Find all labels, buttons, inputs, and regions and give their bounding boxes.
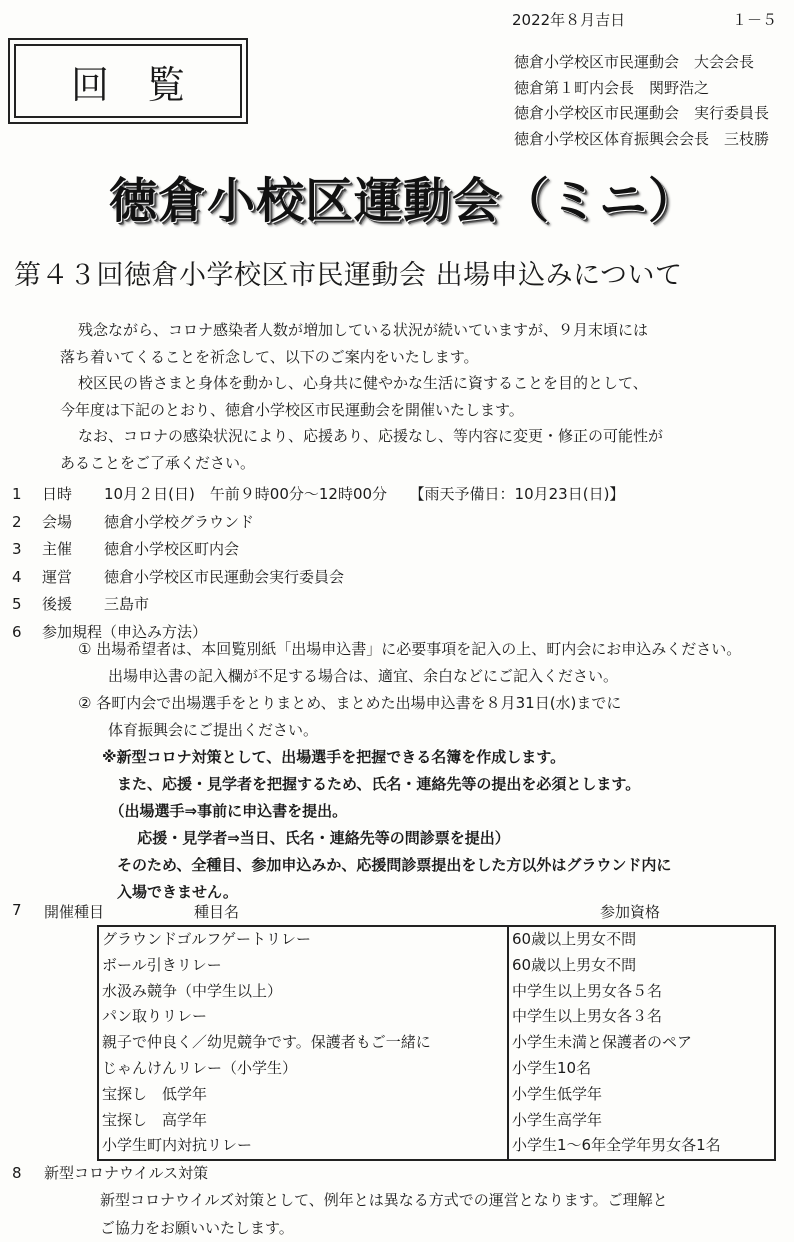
event-qualification-cell: 小学生低学年 — [512, 1084, 603, 1103]
event-qualification-cell: 60歳以上男女不問 — [512, 955, 637, 974]
intro-line: 残念ながら、コロナ感染者人数が増加している状況が続いていますが、９月末頃には — [78, 321, 649, 339]
item-label: 運営 — [42, 567, 73, 586]
covid-note-line: ※新型コロナ対策として、出場選手を把握できる名簿を作成します。 — [102, 748, 566, 766]
event-banner: 徳倉小校区運動会（ミニ） — [108, 173, 697, 229]
intro-text — [60, 317, 790, 476]
table-row — [98, 1030, 775, 1056]
item-number: 5 — [12, 595, 22, 613]
section-8-line: ご協力をお願いいたします。 — [100, 1219, 294, 1237]
table-row — [98, 1056, 775, 1082]
event-qualification-cell: 小学生高学年 — [512, 1110, 603, 1129]
event-name-cell: 宝探し 高学年 — [98, 1108, 508, 1134]
event-qualification-cell: 60歳以上男女不問 — [512, 930, 637, 948]
covid-note-line: また、応援・見学者を把握するため、氏名・連絡先等の提出を必須とします。 — [102, 775, 641, 793]
table-row — [98, 1082, 775, 1108]
covid-note-line: そのため、全種目、参加申込みか、応援問診票提出をした方以外はグラウンド内に — [102, 856, 672, 874]
event-name-cell: パン取りリレー — [98, 1004, 508, 1030]
intro-line: 今年度は下記のとおり、徳倉小学校区市民運動会を開催いたします。 — [60, 400, 524, 419]
application-rules — [78, 636, 741, 906]
event-qualification-cell: 小学生1～6年全学年男女各1名 — [512, 1136, 721, 1155]
item-number: 2 — [12, 512, 22, 531]
rule-line: 体育振興会にご提出ください。 — [78, 721, 319, 739]
organization-list — [514, 50, 769, 152]
item-label: 参加規程（申込み方法） — [42, 622, 208, 641]
item-label: 後援 — [42, 595, 73, 613]
organization-line: 徳倉第１町内会長 関野浩之 — [514, 78, 710, 97]
events-table — [97, 925, 776, 1161]
event-qualification-cell: 小学生未満と保護者のペア — [512, 1033, 693, 1052]
table-row — [98, 953, 775, 979]
event-name-cell: 小学生町内対抗リレー — [98, 1133, 508, 1160]
detail-item-sponsor — [12, 591, 624, 619]
section-8-heading — [12, 1162, 208, 1183]
table-row — [98, 979, 775, 1005]
item-value: 三島市 — [104, 595, 150, 613]
event-name-cell: 親子で仲良く／幼児競争です。保護者もご一緒に — [98, 1030, 508, 1056]
table-row — [98, 1108, 775, 1134]
detail-item-date — [12, 481, 624, 509]
event-qualification-cell: 中学生以上男女各５名 — [512, 981, 663, 1000]
organization-line: 徳倉小学校区市民運動会 実行委員長 — [514, 104, 770, 122]
event-name-cell: ボール引きリレー — [98, 953, 508, 979]
section-8-label: 新型コロナウイルス対策 — [44, 1164, 209, 1182]
event-name-cell: じゃんけんリレー（小学生） — [98, 1056, 508, 1082]
item-number: 4 — [12, 567, 22, 586]
table-row — [98, 926, 775, 953]
detail-item-venue — [12, 509, 624, 537]
event-name-cell: 宝探し 低学年 — [98, 1082, 508, 1108]
section-8-text — [100, 1186, 668, 1242]
details-list — [12, 481, 624, 646]
circulation-stamp: 回覧 — [8, 38, 248, 124]
column-header-event: 種目名 — [194, 903, 240, 921]
section-8-line: 新型コロナウイルズ対策として、例年とは異なる方式での運営となります。ご理解と — [100, 1191, 668, 1209]
page-number: １－５ — [732, 11, 778, 29]
intro-line: 校区民の皆さまと身体を動かし、心身共に健やかな生活に資することを目的として、 — [78, 374, 648, 392]
item-value: 徳倉小学校区市民運動会実行委員会 — [104, 567, 345, 586]
organization-line: 徳倉小学校区体育振興会会長 三枝勝 — [514, 129, 770, 148]
item-number: 3 — [12, 540, 22, 558]
rule-line: 出場申込書の記入欄が不足する場合は、適宜、余白などにご記入ください。 — [78, 667, 619, 685]
item-label: 会場 — [42, 512, 73, 531]
detail-item-host — [12, 536, 624, 564]
section-8-number: 8 — [12, 1164, 22, 1182]
table-row — [98, 1004, 775, 1030]
detail-item-operator — [12, 564, 624, 592]
section-7-number: 7 — [12, 901, 22, 919]
event-name-cell: グラウンドゴルフゲートリレー — [98, 926, 508, 953]
covid-note-line: 応援・見学者⇒当日、氏名・連絡先等の問診票を提出） — [102, 829, 510, 847]
page-title: 第４３回徳倉小学校区市民運動会 出場申込みについて — [14, 260, 683, 291]
item-number: 6 — [12, 622, 22, 641]
event-qualification-cell: 中学生以上男女各３名 — [512, 1007, 663, 1026]
item-label: 主催 — [42, 540, 73, 558]
event-qualification-cell: 小学生10名 — [512, 1058, 592, 1077]
intro-line: 落ち着いてくることを祈念して、以下のご案内をいたします。 — [60, 347, 479, 366]
section-7-label: 開催種目 — [44, 903, 105, 921]
intro-line: なお、コロナの感染状況により、応援あり、応援なし、等内容に変更・修正の可能性が — [78, 427, 664, 445]
table-row — [98, 1133, 775, 1160]
item-value: 徳倉小学校グラウンド — [104, 512, 255, 531]
item-number: 1 — [12, 485, 22, 503]
rule-line: ② 各町内会で出場選手をとりまとめ、まとめた出場申込書を８月31日(水)までに — [78, 694, 622, 712]
rule-line: ① 出場希望者は、本回覧別紙「出場申込書」に必要事項を記入の上、町内会にお申込みください。 — [78, 640, 742, 658]
event-name-cell: 水汲み競争（中学生以上） — [98, 979, 508, 1005]
covid-note-line: 入場できません。 — [102, 883, 238, 901]
column-header-qualification: 参加資格 — [600, 903, 661, 921]
intro-line: あることをご了承ください。 — [60, 453, 256, 472]
document-date: 2022年８月吉日 — [512, 11, 626, 29]
organization-line: 徳倉小学校区市民運動会 大会会長 — [514, 53, 755, 71]
item-value: 徳倉小学校区町内会 — [104, 540, 240, 558]
item-value: 10月２日(日) 午前９時00分～12時00分 【雨天予備日：10月23日(日)】 — [104, 485, 625, 503]
covid-note-line: （出場選手⇒事前に申込書を提出。 — [102, 802, 348, 820]
item-label: 日時 — [42, 485, 73, 503]
